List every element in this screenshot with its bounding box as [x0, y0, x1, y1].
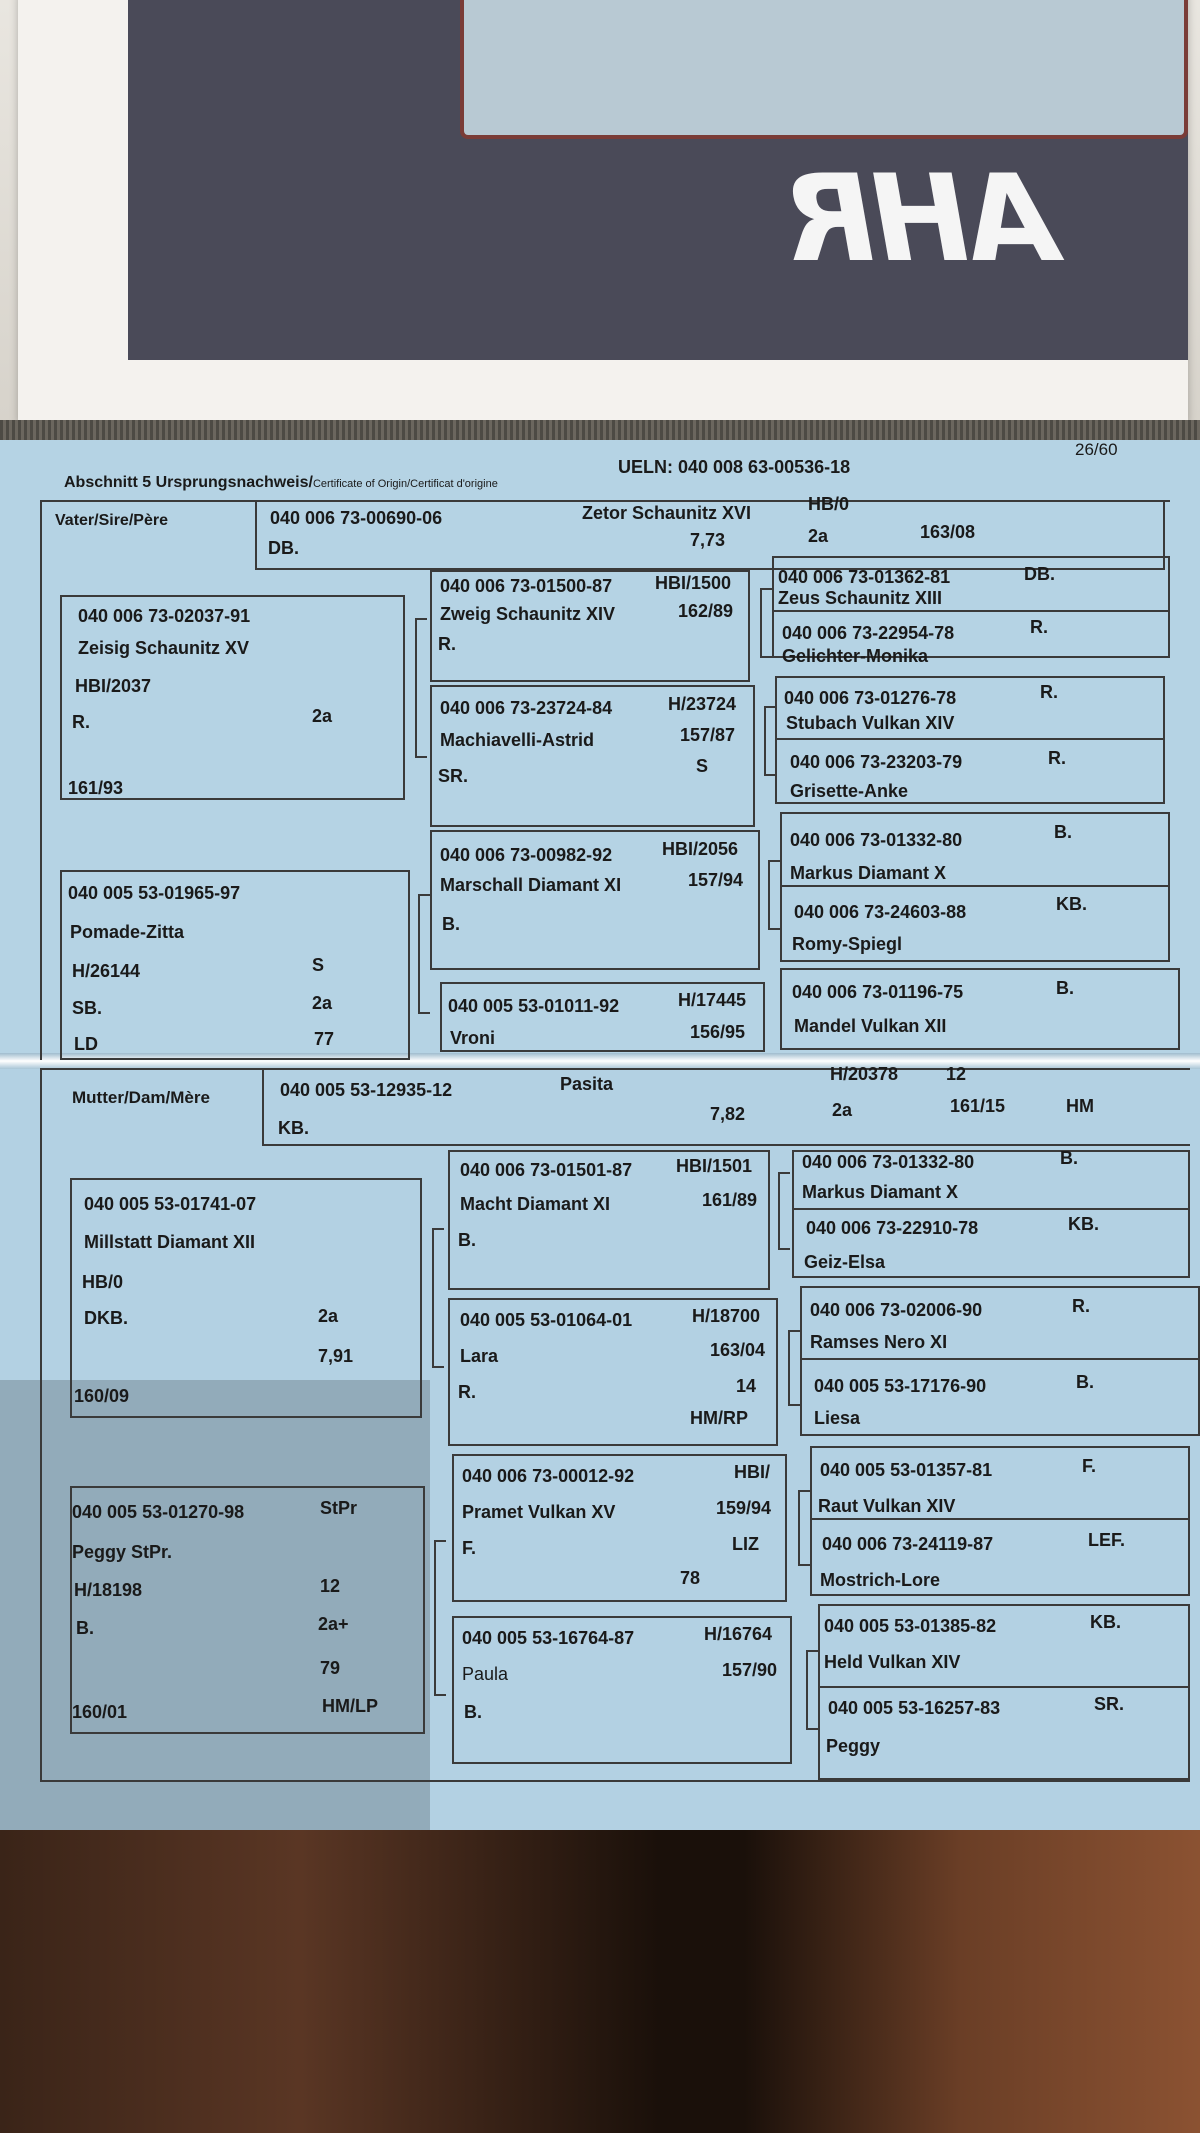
sire-pmm-name: Grisette-Anke: [790, 781, 909, 801]
sire-ppp-color: DB.: [1024, 564, 1055, 584]
dam-mmm-name: Peggy: [826, 1736, 881, 1756]
dam-ppp-color: B.: [1060, 1148, 1078, 1168]
sire-pmp-id: 040 006 73-01276-78: [784, 688, 957, 708]
sire-mp-hb: HBI/2056: [662, 839, 739, 859]
sire-pmm-color: R.: [1048, 748, 1066, 768]
sire-mp-bracket: [768, 860, 780, 930]
dam-p-id: 040 005 53-01741-07: [84, 1194, 257, 1214]
sire-mm-hb: H/17445: [678, 990, 747, 1010]
dam-pmm-color: B.: [1076, 1372, 1094, 1392]
dam-tag: HM: [1066, 1096, 1094, 1116]
dam-p-color: DKB.: [84, 1308, 128, 1328]
dam-mp-measure: 159/94: [716, 1498, 772, 1518]
sire-pm-hb: H/23724: [668, 694, 737, 714]
dam-m-name: Peggy StPr.: [72, 1542, 173, 1562]
table-surface: [0, 1830, 1200, 2133]
sire-mm-id: 040 005 53-01011-92: [448, 996, 620, 1016]
dam-m-measure: 160/01: [72, 1702, 128, 1722]
sire-m-ld-value: 77: [314, 1029, 335, 1049]
sire-name: Zetor Schaunitz XVI: [582, 503, 752, 523]
dam-color: KB.: [278, 1118, 309, 1138]
dam-m-class: 2a+: [318, 1614, 349, 1634]
sire-pmp-divider: [775, 738, 1165, 740]
sire-m-extra: S: [312, 955, 325, 975]
sire-mmp-box: [780, 968, 1180, 1050]
sire-pp-bracket: [760, 588, 772, 658]
sire-ppm-color: R.: [1030, 617, 1048, 637]
dam-mmm-id: 040 005 53-16257-83: [828, 1698, 1001, 1718]
sire-mmp-id: 040 006 73-01196-75: [792, 982, 964, 1002]
binder-edge: [0, 420, 1200, 442]
dam-p-hb: HB/0: [82, 1272, 124, 1292]
sire-p-hb: HBI/2037: [75, 676, 152, 696]
dam-pp-color: B.: [458, 1230, 476, 1250]
dam-mm-name: Paula: [462, 1664, 509, 1684]
dam-mm-measure: 157/90: [722, 1660, 778, 1680]
dam-pmm-name: Liesa: [814, 1408, 861, 1428]
dam-pm-measure: 163/04: [710, 1340, 766, 1360]
section-label-translation: Certificate of Origin/Certificat d'origine: [312, 478, 498, 490]
dam-mpp-name: Raut Vulkan XIV: [818, 1496, 956, 1516]
dam-bottom-rail: [40, 1780, 1190, 1782]
sire-p-name: Zeisig Schaunitz XV: [78, 638, 250, 658]
sire-mpp-color: B.: [1054, 822, 1072, 842]
sire-pm-name: Machiavelli-Astrid: [440, 730, 595, 750]
sire-m-hb: H/26144: [72, 961, 141, 981]
dam-m-bracket: [434, 1540, 446, 1696]
dam-pmp-color: R.: [1072, 1296, 1090, 1316]
sire-ppp-name: Zeus Schaunitz XIII: [778, 588, 943, 608]
dam-pp-bracket: [778, 1172, 790, 1250]
dam-ppm-id: 040 006 73-22910-78: [806, 1218, 979, 1238]
dam-measure: 161/15: [950, 1096, 1006, 1116]
sire-pmp-color: R.: [1040, 682, 1058, 702]
dam-hb: H/20378: [830, 1064, 899, 1084]
sire-ppm-name: Gelichter-Monika: [782, 646, 929, 666]
dam-ppp-name: Markus Diamant X: [802, 1182, 959, 1202]
dam-pmp-name: Ramses Nero XI: [810, 1332, 948, 1352]
dam-pm-name: Lara: [460, 1346, 499, 1366]
dam-m-tag2: HM/LP: [322, 1696, 378, 1716]
dam-pm-extra: 14: [736, 1376, 757, 1396]
sire-mp-id: 040 006 73-00982-92: [440, 845, 613, 865]
dam-pp-id: 040 006 73-01501-87: [460, 1160, 633, 1180]
sire-m-color: SB.: [72, 998, 103, 1018]
sire-class: 2a: [808, 526, 829, 546]
dam-class: 2a: [832, 1100, 853, 1120]
section-label: Abschnitt 5 Ursprungsnachweis/: [64, 474, 313, 491]
dam-label: Mutter/Dam/Mère: [72, 1088, 210, 1107]
sire-mpp-divider: [780, 885, 1170, 887]
dam-m-color: B.: [76, 1618, 94, 1638]
dam-mpp-color: F.: [1082, 1456, 1097, 1476]
sire-mpm-id: 040 006 73-24603-88: [794, 902, 967, 922]
sire-hb: HB/0: [808, 494, 850, 514]
dam-id: 040 005 53-12935-12: [280, 1080, 453, 1100]
dam-pm-tag: HM/RP: [690, 1408, 748, 1428]
sire-m-ld: LD: [74, 1034, 98, 1054]
dam-ppm-color: KB.: [1068, 1214, 1099, 1234]
dam-pp-hb: HBI/1501: [676, 1156, 753, 1176]
dam-pmp-id: 040 006 73-02006-90: [810, 1300, 983, 1320]
sire-ppm-id: 040 006 73-22954-78: [782, 623, 955, 643]
dam-pp-name: Macht Diamant XI: [460, 1194, 611, 1214]
dam-p-score: 7,91: [318, 1346, 354, 1366]
dam-mp-bracket: [798, 1490, 810, 1566]
dam-m-hb: H/18198: [74, 1580, 143, 1600]
sire-p-color: R.: [72, 712, 90, 732]
sire-mmp-color: B.: [1056, 978, 1074, 998]
sire-mmp-name: Mandel Vulkan XII: [794, 1016, 947, 1036]
dam-mp-hb: HBI/: [734, 1462, 770, 1482]
dam-mmp-name: Held Vulkan XIV: [824, 1652, 961, 1672]
dam-ppp-id: 040 006 73-01332-80: [802, 1152, 975, 1172]
sire-m-name: Pomade-Zitta: [70, 922, 185, 942]
dam-m-id: 040 005 53-01270-98: [72, 1502, 245, 1522]
sire-label: Vater/Sire/Père: [55, 512, 168, 529]
sire-mm-name: Vroni: [450, 1028, 496, 1048]
dam-mm-color: B.: [464, 1702, 482, 1722]
dam-pm-id: 040 005 53-01064-01: [460, 1310, 633, 1330]
dam-mpm-name: Mostrich-Lore: [820, 1570, 941, 1590]
sire-measure: 163/08: [920, 522, 976, 542]
dam-pmm-id: 040 005 53-17176-90: [814, 1376, 987, 1396]
dam-mpp-id: 040 005 53-01357-81: [820, 1460, 993, 1480]
page-number: 26/60: [1075, 440, 1118, 459]
sire-pm-id: 040 006 73-23724-84: [440, 698, 613, 718]
sire-p-id: 040 006 73-02037-91: [78, 606, 251, 626]
sire-mpm-color: KB.: [1056, 894, 1087, 914]
sire-pp-measure: 162/89: [678, 601, 734, 621]
sire-p-bracket: [415, 618, 427, 758]
sire-pmp-name: Stubach Vulkan XIV: [786, 713, 955, 733]
dam-pm-color: R.: [458, 1382, 476, 1402]
sire-m-class: 2a: [312, 993, 333, 1013]
dam-ppp-divider: [792, 1208, 1190, 1210]
dam-pm-hb: H/18700: [692, 1306, 761, 1326]
dam-m-score: 79: [320, 1658, 341, 1678]
dam-mpm-color: LEF.: [1088, 1530, 1126, 1550]
dam-mp-color: F.: [462, 1538, 477, 1558]
sire-pp-id: 040 006 73-01500-87: [440, 576, 613, 596]
dam-m-extra: 12: [320, 1576, 341, 1596]
sire-mpp-id: 040 006 73-01332-80: [790, 830, 963, 850]
sire-pp-hb: HBI/1500: [655, 573, 732, 593]
sire-p-measure: 161/93: [68, 778, 124, 798]
sire-score: 7,73: [690, 530, 726, 550]
blue-card-top: [460, 0, 1188, 139]
sire-mp-measure: 157/94: [688, 870, 744, 890]
sire-left-rail: [40, 570, 42, 1060]
dam-pm-bracket: [788, 1330, 800, 1406]
sire-color: DB.: [268, 538, 299, 558]
sire-ppp-id: 040 006 73-01362-81: [778, 567, 951, 587]
dam-hb-extra: 12: [946, 1064, 967, 1084]
section-title: [64, 474, 498, 492]
sire-pm-measure: 157/87: [680, 725, 736, 745]
dam-ppm-name: Geiz-Elsa: [804, 1252, 886, 1272]
sire-m-bracket: [418, 894, 430, 1014]
dam-pp-measure: 161/89: [702, 1190, 758, 1210]
dam-mp-tag: LIZ: [732, 1534, 759, 1554]
dam-pmp-divider: [800, 1358, 1200, 1360]
dam-score: 7,82: [710, 1104, 746, 1124]
sire-pm-color: SR.: [438, 766, 469, 786]
dam-p-bracket: [432, 1228, 444, 1368]
sire-m-id: 040 005 53-01965-97: [68, 883, 241, 903]
sire-mpm-name: Romy-Spiegl: [792, 934, 903, 954]
dam-mmp-id: 040 005 53-01385-82: [824, 1616, 997, 1636]
sire-mp-color: B.: [442, 914, 460, 934]
sire-p-class: 2a: [312, 706, 333, 726]
sire-pm-extra: S: [696, 756, 709, 776]
sire-pp-color: R.: [438, 634, 456, 654]
dam-mpp-divider: [810, 1518, 1190, 1520]
dam-p-measure: 160/09: [74, 1386, 130, 1406]
dam-mp-name: Pramet Vulkan XV: [462, 1502, 616, 1522]
dam-p-class: 2a: [318, 1306, 339, 1326]
dam-mpm-id: 040 006 73-24119-87: [822, 1534, 994, 1554]
sire-ppp-divider: [772, 610, 1170, 612]
sire-mp-name: Marschall Diamant XI: [440, 875, 622, 895]
dam-name: Pasita: [560, 1074, 614, 1094]
ueln-number: UELN: 040 008 63-00536-18: [618, 457, 851, 477]
dam-mm-bracket: [806, 1650, 818, 1730]
horse-brand-logo: AHR: [777, 150, 1070, 289]
dam-mmm-color: SR.: [1094, 1694, 1125, 1714]
dam-mm-hb: H/16764: [704, 1624, 773, 1644]
dam-mm-id: 040 005 53-16764-87: [462, 1628, 635, 1648]
dam-mmp-color: KB.: [1090, 1612, 1121, 1632]
sire-pmm-id: 040 006 73-23203-79: [790, 752, 963, 772]
sire-id: 040 006 73-00690-06: [270, 508, 443, 528]
dam-p-name: Millstatt Diamant XII: [84, 1232, 256, 1252]
sire-mpp-name: Markus Diamant X: [790, 863, 947, 883]
dam-mp-id: 040 006 73-00012-92: [462, 1466, 635, 1486]
dam-left-rail: [40, 1146, 42, 1782]
dam-mp-score: 78: [680, 1568, 701, 1588]
dam-mmp-divider: [818, 1686, 1190, 1688]
dam-m-tag: StPr: [320, 1498, 358, 1518]
sire-pp-name: Zweig Schaunitz XIV: [440, 604, 616, 624]
sire-mm-measure: 156/95: [690, 1022, 746, 1042]
